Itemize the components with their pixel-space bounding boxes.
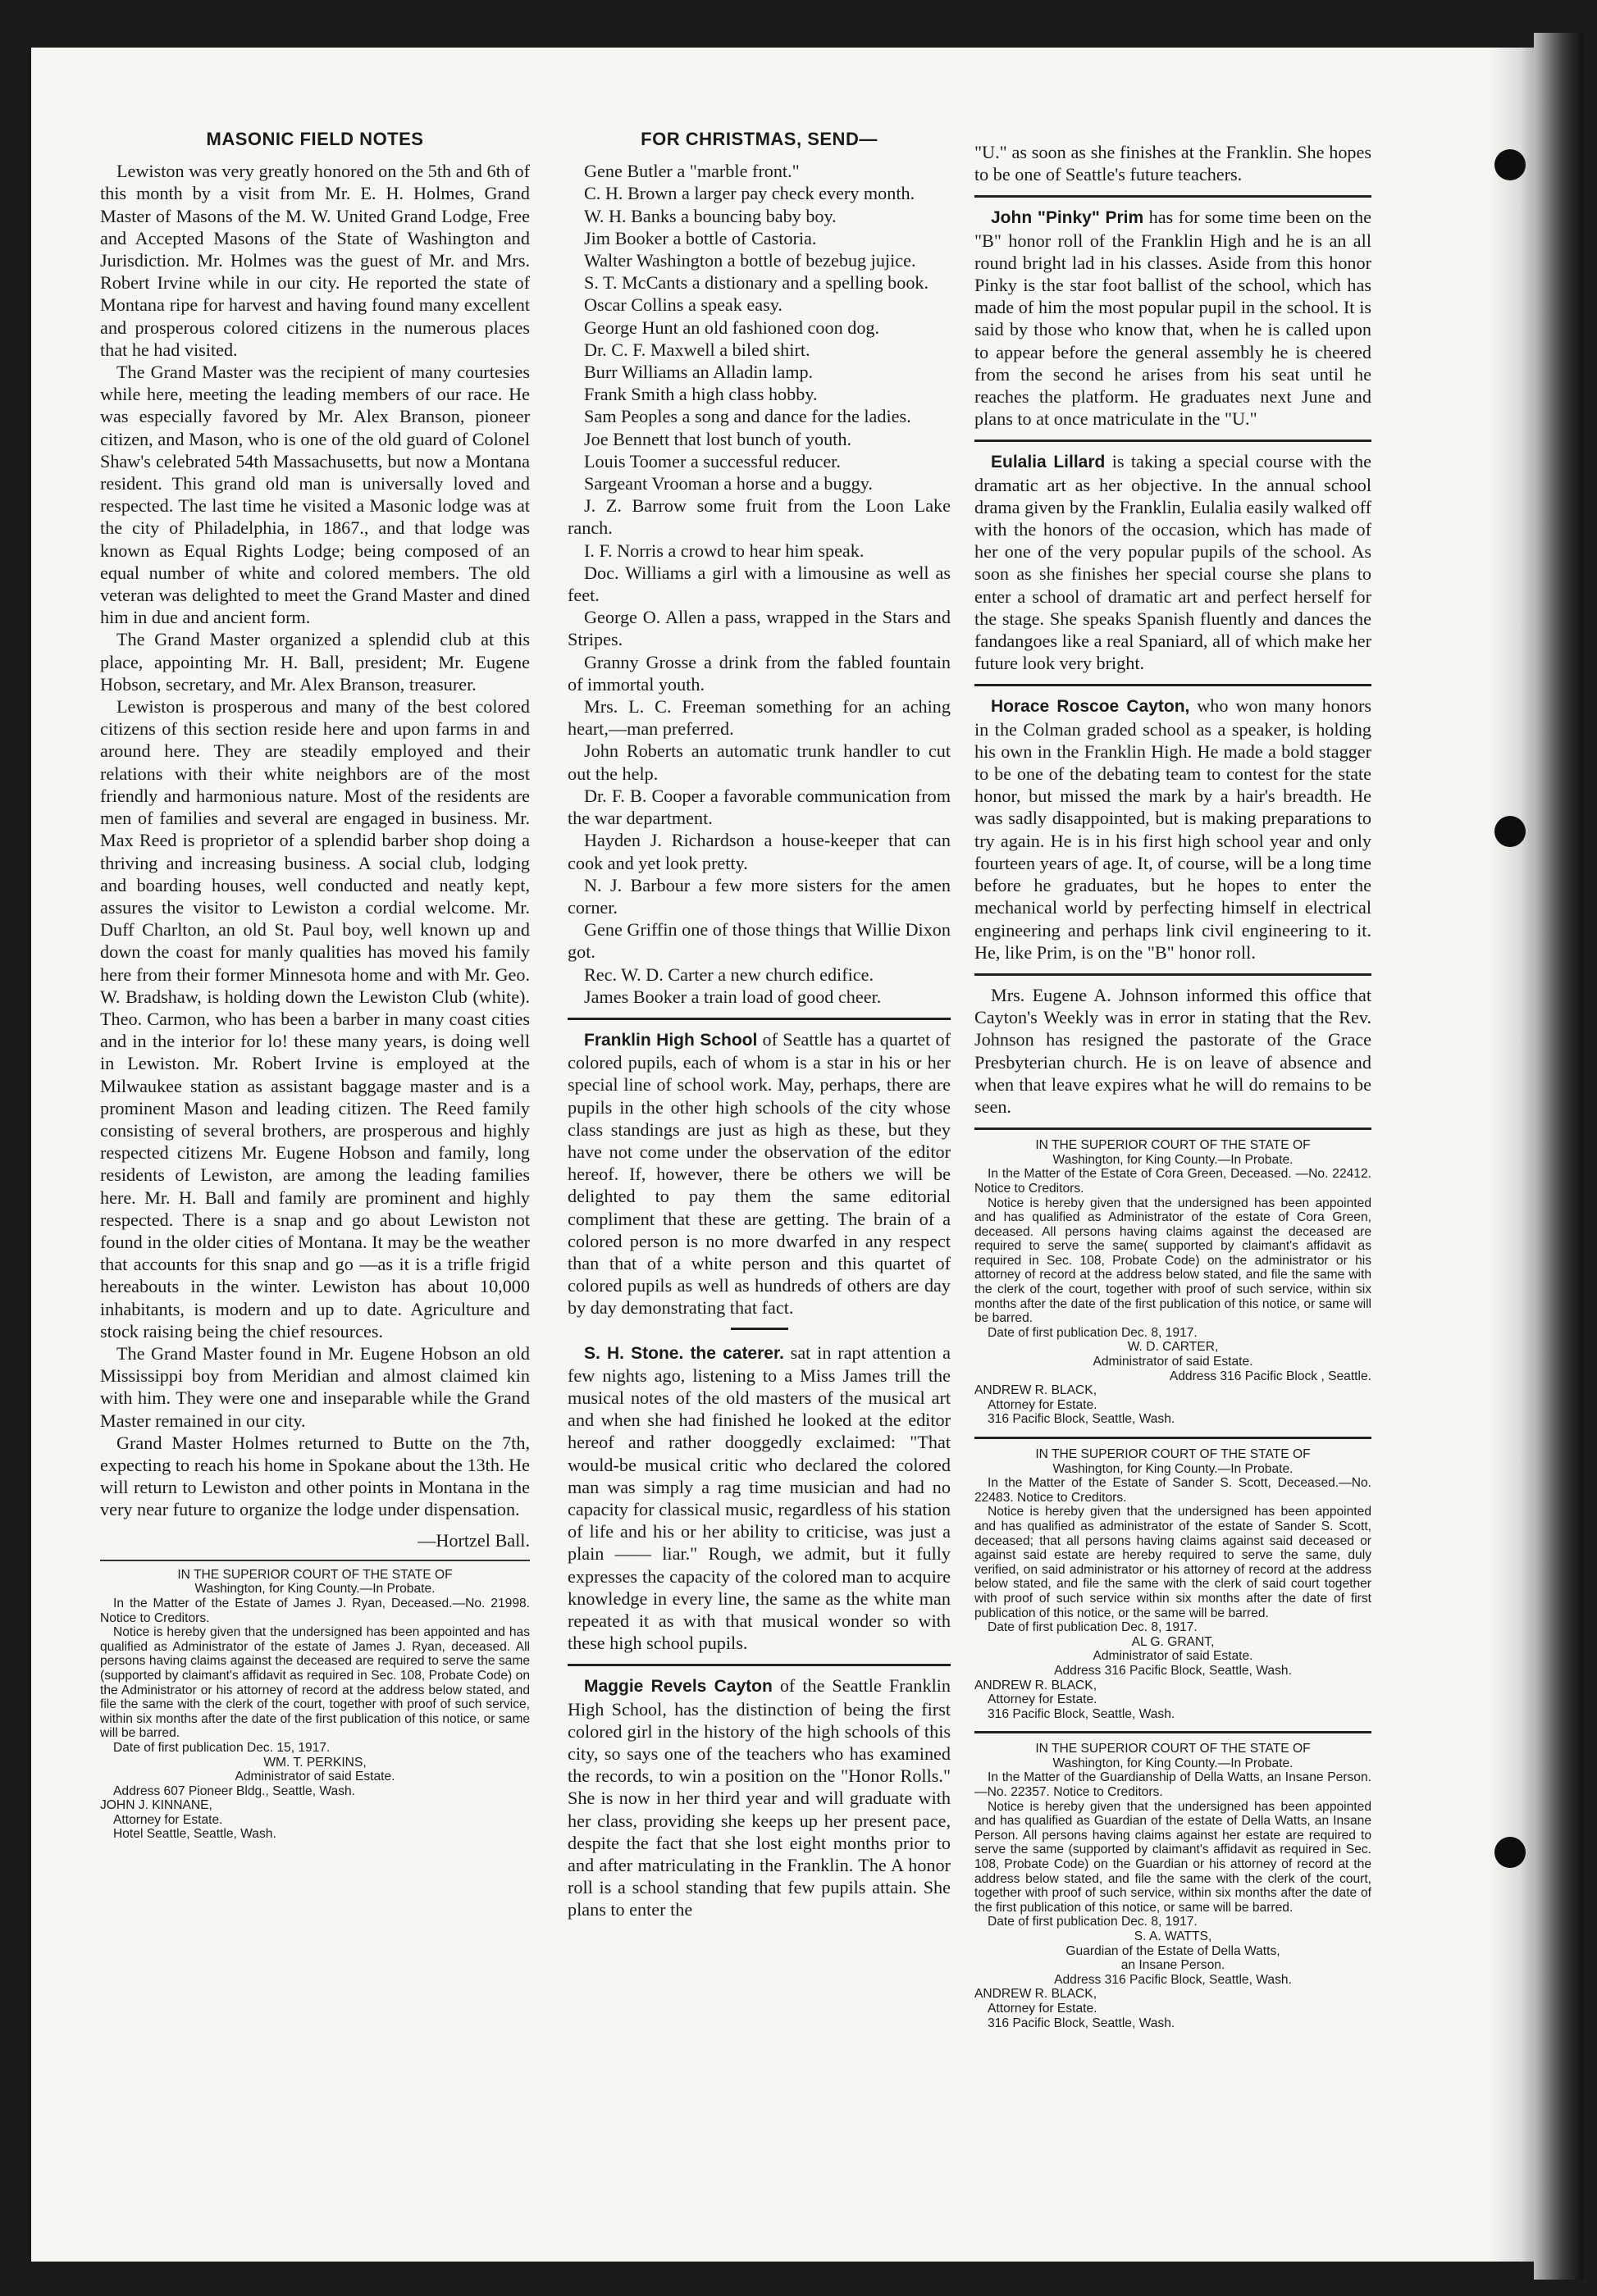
christmas-heading: FOR CHRISTMAS, SEND— (641, 129, 878, 149)
divider (974, 1437, 1371, 1439)
legal-name: W. D. CARTER, (1127, 1340, 1219, 1355)
legal-notice-scott (974, 1447, 1371, 1721)
christmas-item: Granny Grosse a drink from the fabled fountain of immortal youth. (568, 651, 951, 695)
legal-attorney-address: Hotel Seattle, Seattle, Wash. (113, 1827, 276, 1842)
legal-attorney: ANDREW R. BLACK, (974, 1678, 1097, 1692)
legal-date: Date of first publication Dec. 8, 1917. (988, 1915, 1198, 1929)
legal-court: IN THE SUPERIOR COURT OF THE STATE OF (177, 1567, 453, 1582)
masonic-paragraph: Lewiston is prosperous and many of the best colored citizens of this section reside here and upon farms in and around here. They are steadily employed and their relations with their white neighbors are of the most friendly and harmonious nature. Most of the residents are men of families and several are engaged in business. Mr. Max Reed is proprietor of a splendid barber shop doing a thriving and increasing business. A social club, lodging and boarding houses, well conducted and neatly kept, assures the visitor to Lewiston a cordial welcome. Mr. Duff Charlton, an old St. Paul boy, well known up and down the coast for manly qualities has moved his family here from their former Minnesota home and with Mr. Geo. W. Bradshaw, is holding down the Lewiston Club (white). Theo. Carmon, who has been a barber in many coast cities and in the interior for lo! these many years, is doing well in Lewiston. Mr. Robert Irvine is employed at the Milwaukee station as assistant baggage master and is a prominent Mason and leading citizen. The Reed family consisting of several brothers, are prosperous and highly respected citizens Mr. Eugene Hobson and family, long residents of Lewiston, are among the leading families here. Mr. H. Ball and family are prominent and highly respected. There is a snap and go about Lewiston not found in the older cities of Montana. It may be the weather that accounts for this snap and go —as it is a trifle frigid hereabouts in the winter. Lewiston has about 10,000 inhabitants, is modern and up to date. Agriculture and stock raising being the chief resources. (100, 696, 530, 1342)
christmas-item: Oscar Collins a speak easy. (584, 294, 783, 316)
eulalia-lead: Eulalia Lillard (991, 453, 1106, 472)
christmas-item: Louis Toomer a successful reducer. (584, 450, 841, 472)
binding-hole-top (1494, 149, 1526, 180)
legal-address: Address 316 Pacific Block , Seattle. (1169, 1369, 1371, 1383)
christmas-item: Hayden J. Richardson a house-keeper that can cook and yet look pretty. (568, 830, 951, 873)
legal-county: Washington, for King County.—In Probate. (1052, 1152, 1294, 1167)
divider (100, 1560, 530, 1561)
legal-matter: In the Matter of the Guardianship of Della Watts, an Insane Person.—No. 22357. Notice to Creditors. (974, 1770, 1371, 1800)
page-edge-shadow (1534, 33, 1583, 2280)
christmas-item: W. H. Banks a bouncing baby boy. (584, 205, 837, 226)
legal-attorney-address: 316 Pacific Block, Seattle, Wash. (988, 1412, 1175, 1427)
horace-lead: Horace Roscoe Cayton, (991, 697, 1190, 717)
divider (568, 1664, 951, 1666)
legal-matter: In the Matter of the Estate of James J. Ryan, Deceased.—No. 21998. Notice to Creditors. (100, 1596, 530, 1625)
legal-name: WM. T. PERKINS, (263, 1755, 367, 1770)
legal-court: IN THE SUPERIOR COURT OF THE STATE OF (1035, 1447, 1311, 1461)
franklin-body: of Seattle has a quartet of colored pupils, each of whom is a star in his or her special line of school work. May, perhaps, there are pupils in the other high schools of the city whose class standings are just as high as these, but they have not come under the observation of the editor hereof. If, however, there be others we will be delighted to pay them the same editorial compliment that these are getting. The brain of a colored person is no more dwarfed in any respect than that of a white person and this quartet of colored pupils as well as hundreds of others are day by day demonstrating that fact. (568, 1028, 951, 1319)
christmas-item: Walter Washington a bottle of bezebug jujice. (584, 250, 916, 271)
christmas-item: N. J. Barbour a few more sisters for the amen corner. (568, 874, 951, 918)
masonic-paragraph: Lewiston was very greatly honored on the 5th and 6th of this month by a visit from Mr. E. H. Holmes, Grand Master of Masons of the M. W. United Grand Lodge, Free and Accepted Masons of the State of Washington and Jurisdiction. Mr. Holmes was the guest of Mr. and Mrs. Robert Irvine while in our city. He reported the state of Montana ripe for harvest and having found many excellent and prosperous colored citizens in the numerous places that he had visited. (100, 161, 530, 360)
christmas-item: C. H. Brown a larger pay check every month. (584, 183, 915, 204)
prim-paragraph (974, 206, 1371, 430)
page-edge-strip (1489, 48, 1534, 2262)
christmas-item: Burr Williams an Alladin lamp. (584, 362, 814, 383)
divider (974, 973, 1371, 976)
christmas-item: Gene Butler a "marble front." (584, 161, 800, 182)
christmas-item: Jim Booker a bottle of Castoria. (584, 227, 817, 248)
masonic-paragraph: The Grand Master found in Mr. Eugene Hobson an old Mississippi boy from Meridian and almost claimed kin with him. They were one and inseparable while the Grand Master remained in our city. (100, 1342, 530, 1431)
legal-county: Washington, for King County.—In Probate. (194, 1582, 436, 1597)
christmas-item: Mrs. L. C. Freeman something for an aching heart,—man preferred. (568, 696, 951, 740)
legal-role: Administrator of said Estate. (1093, 1649, 1253, 1664)
short-divider (731, 1328, 788, 1330)
legal-role-2: an Insane Person. (1120, 1958, 1225, 1973)
divider (974, 440, 1371, 442)
masonic-signature: —Hortzel Ball. (418, 1529, 530, 1551)
prim-body: has for some time been on the "B" honor roll of the Franklin High and he is an all round bright lad in his classes. Aside from this honor Pinky is the star foot ballist of the school, which has made of him the most popular pupil in the school. It is said by those who know that, when he is called upon to appear before the general assembly he is cheered from the second he arises from his seat until he reaches the platform. He graduates next June and plans to at once matriculate in the "U." (974, 207, 1371, 430)
legal-name: S. A. WATTS, (1134, 1929, 1212, 1943)
legal-attorney-address: 316 Pacific Block, Seattle, Wash. (988, 2016, 1175, 2030)
legal-attorney: JOHN J. KINNANE, (100, 1798, 212, 1813)
legal-matter: In the Matter of the Estate of Sander S. Scott, Deceased.—No. 22483. Notice to Creditors. (974, 1476, 1371, 1505)
legal-address: Address 316 Pacific Block, Seattle, Wash. (1054, 1972, 1292, 1987)
legal-attorney-role: Attorney for Estate. (988, 2001, 1097, 2016)
legal-attorney: ANDREW R. BLACK, (974, 1987, 1097, 2002)
legal-attorney: ANDREW R. BLACK, (974, 1383, 1097, 1398)
eulalia-paragraph (974, 450, 1371, 674)
masonic-heading: MASONIC FIELD NOTES (206, 129, 424, 149)
christmas-item: Sargeant Vrooman a horse and a buggy. (584, 473, 873, 494)
christmas-item: Frank Smith a high class hobby. (584, 384, 818, 405)
maggie-paragraph (568, 1674, 951, 1920)
masonic-paragraph: The Grand Master organized a splendid club at this place, appointing Mr. H. Ball, president; Mr. Eugene Hobson, secretary, and Mr. Alex Branson, treasurer. (100, 629, 530, 695)
legal-body: Notice is hereby given that the undersigned has been appointed and has qualified as Administrator of the estate of Cora Green, deceased. All persons having claims against the deceased are required to serve the same( supported by claimant's affidavit as required in Sec. 108, Probate Code) on the administrator or his attorney of record at the address below stated, and file the same with the clerk of the court, together with proof of such service, within six months after the date of the first publication of this notice, or same will be barred. (974, 1196, 1371, 1326)
legal-body: Notice is hereby given that the undersigned has been appointed and has qualified as Guardian of the estate of Della Watts, an Insane Person. All persons having claims against her estate are required to serve the same (supported by claimant's affidavit as required in Sec. 108, Probate Code) on the Guardian or his attorney of record at the address below stated, and file the same with the clerk of the court, together with proof of such service, within six months after the date of the first publication of this notice, or same will be barred. (974, 1799, 1371, 1915)
legal-court: IN THE SUPERIOR COURT OF THE STATE OF (1035, 1742, 1311, 1756)
christmas-item: Doc. Williams a girl with a limousine as well as feet. (568, 562, 951, 606)
masonic-paragraph: The Grand Master was the recipient of many courtesies while here, meeting the leading members of our race. He was especially favored by Mr. Alex Branson, pioneer citizen, and Mason, who is one of the old guard of Colonel Shaw's celebrated 54th Massachusetts, but now a Montana resident. This grand old man is universally loved and respected. The last time he visited a Masonic lodge was at the city of Philadelphia, in 1867., and that lodge was known as Equal Rights Lodge; being composed of an equal number of white and colored members. The old veteran was delighted to meet the Grand Master and dined him in due and ancient form. (100, 362, 530, 628)
christmas-item: John Roberts an automatic trunk handler to cut out the help. (568, 740, 951, 784)
christmas-item: Dr. F. B. Cooper a favorable communication from the war department. (568, 785, 951, 829)
masonic-paragraph: Grand Master Holmes returned to Butte on the 7th, expecting to reach his home in Spokane about the 13th. He will return to Lewiston and other points in Montana in the very near future to organize the lodge under dispensation. (100, 1432, 530, 1520)
legal-attorney-role: Attorney for Estate. (988, 1692, 1097, 1707)
column-honor-pupils (974, 141, 1371, 2030)
binding-hole-bottom (1494, 1837, 1526, 1868)
stone-lead: S. H. Stone. the caterer. (584, 1343, 784, 1363)
legal-address: Address 607 Pioneer Bldg., Seattle, Wash. (113, 1784, 356, 1798)
column-masonic-field-notes (100, 123, 530, 1842)
legal-name: AL G. GRANT, (1131, 1634, 1215, 1649)
legal-role: Administrator of said Estate. (1093, 1355, 1253, 1369)
legal-date: Date of first publication Dec. 8, 1917. (988, 1325, 1198, 1340)
divider (974, 195, 1371, 198)
christmas-item: Joe Bennett that lost bunch of youth. (584, 428, 851, 449)
stone-body: sat in rapt attention a few nights ago, listening to a Miss James trill the musical notes of the old masters of the musical art and when she had finished he looked at the editor hereof and rather dooggedly exclaimed: "That would-be musical critic who declared the colored man was simply a rag time musician and had no capacity for classical music, regardless of his station of life and his or her ability to criticise, was just a plain —— liar." Rough, we admit, but it fully expresses the capacity of the colored man to acquire knowledge in every line, the same as the white man repeated it as with that musical wonder so with these high school pupils. (568, 1342, 951, 1654)
legal-court: IN THE SUPERIOR COURT OF THE STATE OF (1035, 1138, 1311, 1153)
legal-date: Date of first publication Dec. 8, 1917. (988, 1620, 1198, 1635)
legal-body: Notice is hereby given that the undersigned has been appointed and has qualified as administrator of the estate of Sander S. Scott, deceased; that all persons having claims against said deceased or against said estate are hereby required to serve the same, duly verified, on said administrator or his attorney of record at the address below stated, and file the same with the clerk of said court together with proof of such service within six months after the date of first publication of this notice, or the same will be barred. (974, 1505, 1371, 1620)
legal-notice-ryan (100, 1568, 530, 1842)
legal-county: Washington, for King County.—In Probate. (1052, 1756, 1294, 1770)
legal-notice-watts (974, 1742, 1371, 2030)
legal-matter: In the Matter of the Estate of Cora Green, Deceased. —No. 22412. Notice to Creditors. (974, 1167, 1371, 1196)
stone-paragraph (568, 1342, 951, 1655)
christmas-item: James Booker a train load of good cheer. (584, 986, 882, 1007)
eulalia-body: is taking a special course with the dramatic art as her objective. In the annual school drama given by the Franklin, Eulalia easily walked off with the honors of the occasion, which has made of her one of the very popular pupils of the school. As soon as she finishes her special course she plans to enter a school of dramatic art and perfect herself for the stage. She speaks Spanish fluently and dances the fandangoes like a real Spaniard, all of which make her future look very bright. (974, 451, 1371, 674)
christmas-item: Dr. C. F. Maxwell a biled shirt. (584, 339, 810, 360)
horace-body: who won many honors in the Colman graded school as a speaker, is holding his own in the Franklin High. He made a bold stagger to be one of the debating team to contest for the state honor, but missed the mark by a hair's breadth. He was sadly disappointed, but is making preparations to try again. He is in his first high school year and only fourteen years of age. It, of course, will be a long time before he graduates, but he hopes to enter the mechanical world by perfecting himself in electrical engineering and perhaps link civil engineering to it. He, like Prim, is on the "B" honor roll. (974, 695, 1371, 963)
christmas-item: I. F. Norris a crowd to hear him speak. (584, 540, 865, 561)
legal-role: Guardian of the Estate of Della Watts, (1065, 1943, 1280, 1958)
christmas-item: George O. Allen a pass, wrapped in the Stars and Stripes. (568, 607, 951, 650)
maggie-continued: "U." as soon as she finishes at the Franklin. She hopes to be one of Seattle's future teachers. (974, 142, 1371, 185)
christmas-item: J. Z. Barrow some fruit from the Loon Lake ranch. (568, 495, 951, 539)
christmas-item: George Hunt an old fashioned coon dog. (584, 317, 880, 338)
christmas-item: S. T. McCants a distionary and a spelling book. (584, 272, 929, 294)
legal-attorney-role: Attorney for Estate. (113, 1812, 223, 1827)
column-for-christmas (568, 123, 951, 1921)
johnson-paragraph: Mrs. Eugene A. Johnson informed this office that Cayton's Weekly was in error in stating that the Rev. Johnson has resigned the pastorate of the Grace Presbyterian church. He is on leave of absence and when that leave expires what he will do remains to be seen. (974, 984, 1371, 1117)
prim-lead: John "Pinky" Prim (991, 208, 1144, 228)
franklin-paragraph (568, 1028, 951, 1319)
maggie-lead: Maggie Revels Cayton (584, 1677, 773, 1697)
divider (568, 1018, 951, 1020)
legal-notice-green (974, 1138, 1371, 1427)
divider (974, 1128, 1371, 1130)
divider (974, 684, 1371, 686)
binding-hole-middle (1494, 816, 1526, 847)
legal-address: Address 316 Pacific Block, Seattle, Wash. (1054, 1663, 1292, 1678)
christmas-item: Gene Griffin one of those things that Willie Dixon got. (568, 919, 951, 963)
legal-county: Washington, for King County.—In Probate. (1052, 1461, 1294, 1476)
horace-paragraph (974, 695, 1371, 963)
maggie-body: of the Seattle Franklin High School, has the distinction of being the first colored girl in the history of the high schools of this city, so says one of the teachers who has examined the records, to win a position on the "Honor Rolls." She is now in her third year and will graduate with her class, providing she keeps up her present pace, despite the fact that she lost eight months prior to and after matriculating in the Franklin. The A honor roll is a school standing that few pupils attain. She plans to enter the (568, 1675, 951, 1920)
legal-attorney-role: Attorney for Estate. (988, 1397, 1097, 1412)
christmas-item: Rec. W. D. Carter a new church edifice. (584, 963, 874, 985)
legal-attorney-address: 316 Pacific Block, Seattle, Wash. (988, 1706, 1175, 1721)
franklin-lead: Franklin High School (584, 1030, 758, 1050)
christmas-item: Sam Peoples a song and dance for the ladies. (584, 406, 911, 427)
legal-role: Administrator of said Estate. (235, 1770, 395, 1784)
legal-body: Notice is hereby given that the undersigned has been appointed and has qualified as Administrator of the estate of James J. Ryan, deceased. All persons having claims against the deceased are required to serve the same (supported by claimant's affidavit as required in Sec. 108, Probate Code) on the Administrator or his attorney of record at the address below stated, and file the same with the clerk of the court, together with proof of such service, within six months after the date of the first publication of this notice, or same will be barred. (100, 1625, 530, 1741)
divider (974, 1731, 1371, 1733)
legal-date: Date of first publication Dec. 15, 1917. (113, 1740, 331, 1755)
